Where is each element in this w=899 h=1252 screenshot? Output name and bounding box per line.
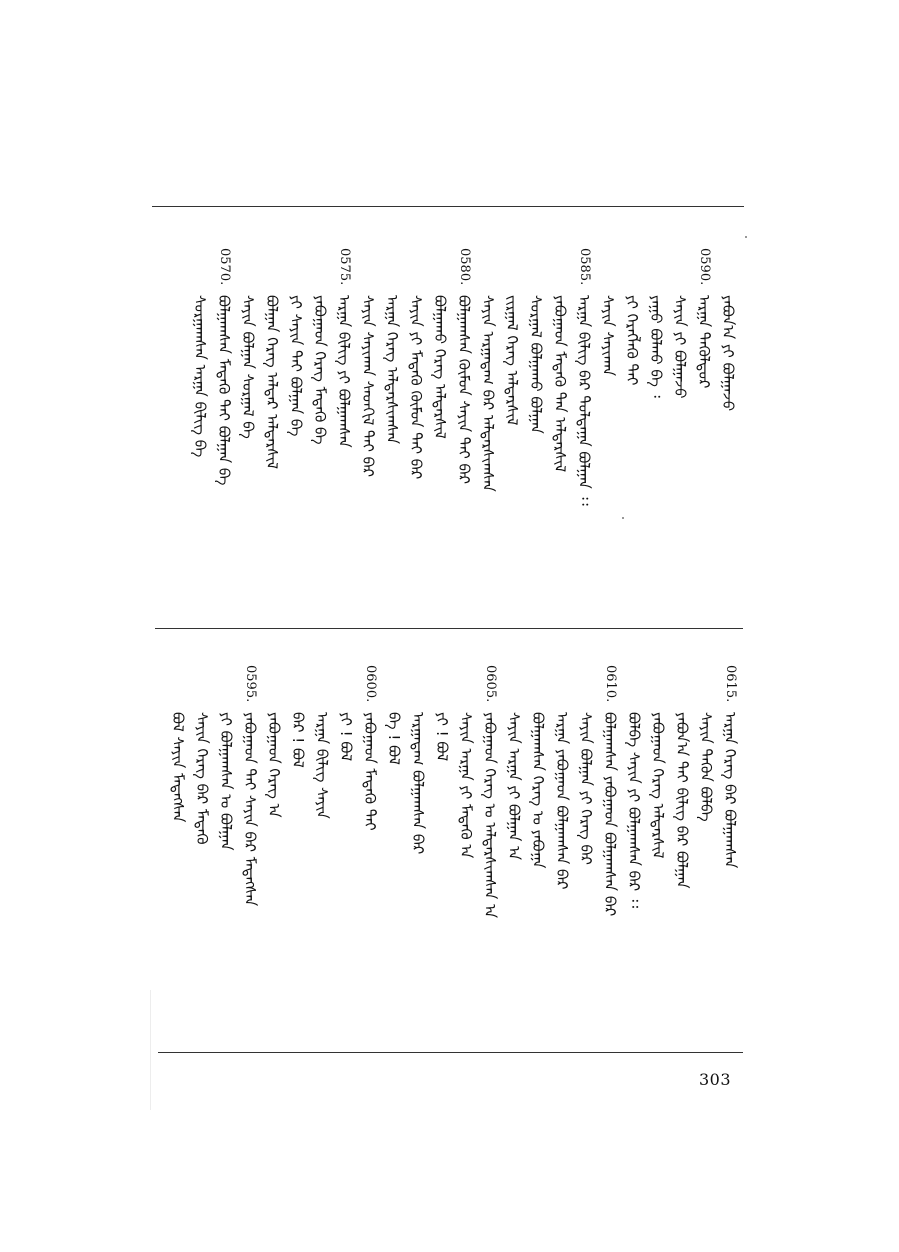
- middle-rule: [155, 628, 743, 629]
- top-entry-column: [214, 248, 234, 486]
- entry-text: ᠠᠷᠭᠠ ᠬᠡᠷᠡᠭ ᠪᠡᠷ ᠪᠣᠯᠭᠠᠭᠰᠠᠨ: [721, 712, 739, 869]
- bottom-entry-column: [336, 665, 356, 761]
- bottom-entry-column: [624, 665, 644, 908]
- top-entry-column: [694, 248, 714, 389]
- entry-text: ᠪᠣᠯᠪᠠ ᠰᠠᠶᠢᠨ ᠶᠢ ᠪᠣᠯᠭᠠᠭᠰᠠᠨ ᠪᠡᠷ ᠄᠄: [625, 712, 643, 909]
- bottom-entry-column: [312, 665, 332, 819]
- entry-text: ᠪᠡ ! ᠪᠣᠯ: [385, 712, 403, 766]
- entry-text: ᠰᠠᠶᠢᠨ ᠰᠠᠶᠢᠬᠠᠨ ᠰᠡᠳᠬᠢᠯ ᠲᠠᠢ ᠪᠡᠷ: [359, 295, 377, 478]
- entry-number: 0595.: [243, 665, 258, 703]
- entry-text: ᠰᠠᠶᠢᠨ ᠠᠷᠭᠠᠳᠠᠭ ᠪᠡᠷ ᠠᠯᠳᠠᠷᠰᠢᠭᠰᠠᠨ: [479, 295, 497, 493]
- entry-text: ᠠᠷᠭᠠ ᠶᠠᠪᠤᠭᠠᠳ ᠪᠣᠯᠭᠠᠭᠰᠠᠨ ᠪᠡᠷ: [553, 712, 571, 890]
- entry-text: ᠠᠷᠭᠠ ᠲᠡᠭᠦᠯᠳᠦᠷ: [695, 295, 713, 389]
- entry-text: ᠰᠠᠶᠢᠨ ᠶᠢ ᠪᠣᠯᠭᠠᠵᠤ: [671, 295, 689, 399]
- top-entry-column: [670, 248, 690, 399]
- entry-text: ᠪᠡᠷ ! ᠪᠣᠯ: [289, 712, 307, 768]
- entry-text: ᠰᠠᠶᠢᠨ ᠰᠠᠶᠢᠬᠠᠨ: [599, 295, 617, 377]
- top-entry-column: [310, 248, 330, 445]
- entry-text: ᠶᠠᠪᠤᠭᠠᠳ ᠬᠡᠷᠡᠭ ᠤ ᠠᠯᠳᠠᠷᠰᠢᠭᠰᠠᠨ ᠠ: [481, 712, 499, 919]
- entry-number: 0580.: [457, 248, 472, 286]
- entry-text: ᠪᠣᠯᠭᠠᠨ ᠬᠡᠷᠡᠭ ᠠᠯᠳᠠᠷ ᠠᠯᠳᠠᠷᠰᠢᠯ: [263, 295, 281, 470]
- entry-text: ᠶᠠᠪᠤᠨ᠎ᠠ ᠶᠢ ᠪᠣᠯᠭᠠᠵᠤ: [719, 295, 737, 412]
- bottom-entry-column: [408, 665, 428, 855]
- top-entry-column: [478, 248, 498, 492]
- entry-text: ᠶᠢ ! ᠪᠣᠯ: [433, 712, 451, 762]
- entry-text: ᠶᠢ ! ᠪᠣᠯ: [337, 712, 355, 762]
- entry-text: ᠰᠤᠷᠭᠠᠭᠰᠠᠨ ᠠᠷᠭᠠ ᠪᠢᠯᠢᠭ ᠪᠡ: [191, 295, 209, 458]
- entry-text: ᠪᠣᠯᠭᠠᠭᠰᠠᠨ ᠬᠦᠮᠦᠨ ᠰᠠᠶᠢᠨ ᠲᠠᠢ ᠪᠡᠷ: [455, 295, 473, 485]
- entry-number: 0575.: [337, 248, 352, 286]
- bottom-entry-column: [456, 665, 476, 859]
- top-entry-column: [550, 248, 570, 472]
- entry-text: ᠠᠷᠭᠠ ᠬᠡᠷᠡᠭ ᠠᠯᠳᠠᠷᠰᠢᠭᠰᠠᠨ: [383, 295, 401, 445]
- top-entry-column: [454, 248, 474, 484]
- top-entry-column: [430, 248, 450, 439]
- bottom-entry-column: [696, 665, 716, 822]
- top-entry-column: [598, 248, 618, 376]
- entry-text: ᠶᠠᠪᠤᠭᠠᠳ ᠬᠡᠷᠡᠭ ᠮᠡᠳᠡᠬᠦ ᠪᠡ: [311, 295, 329, 445]
- bottom-entry-column: [384, 665, 404, 765]
- bottom-entry-column: [648, 665, 668, 859]
- bottom-entry-column: [192, 665, 212, 845]
- entry-text: ᠶᠢ ᠬᠡᠷᠡᠭᠯᠡᠬᠦ ᠲᠠᠢ: [623, 295, 641, 386]
- entry-number: 0605.: [483, 665, 498, 703]
- entry-text: ᠪᠣᠯᠭᠠᠭᠰᠠᠨ ᠬᠡᠷᠡᠭ ᠤ ᠶᠠᠪᠤᠭᠠ: [529, 712, 547, 869]
- entry-number: 0615.: [723, 665, 738, 703]
- entry-text: ᠠᠷᠭᠠᠳᠠᠭ ᠪᠣᠯᠭᠠᠭᠰᠠᠨ ᠪᠡᠷ: [409, 712, 427, 855]
- entry-text: ᠰᠠᠶᠢᠨ ᠶᠢ ᠮᠡᠳᠡᠬᠦ ᠬᠦᠮᠦᠨ ᠲᠠᠢ ᠪᠡᠷ: [407, 295, 425, 480]
- entry-number: 0570.: [217, 248, 232, 286]
- top-entry-column: [382, 248, 402, 444]
- top-entry-column: [718, 248, 738, 411]
- bottom-entry-column: [168, 665, 188, 823]
- top-entry-column: [334, 248, 354, 448]
- bottom-rule: [158, 1052, 743, 1053]
- entry-text: ᠪᠣᠯᠭᠠᠬᠤ ᠬᠡᠷᠡᠭ ᠠᠯᠳᠠᠷᠰᠢᠯ: [431, 295, 449, 440]
- bottom-entry-column: [576, 665, 596, 865]
- bottom-entry-column: [216, 665, 236, 851]
- bottom-entry-column: [432, 665, 452, 761]
- top-entry-column: [358, 248, 378, 477]
- entry-text: ᠪᠣᠯᠭᠠᠭᠰᠠᠨ ᠶᠠᠪᠤᠭᠠᠳ ᠪᠣᠯᠭᠠᠭᠰᠠᠨ ᠪᠡᠷ: [601, 712, 619, 917]
- bottom-entry-column: [480, 665, 500, 918]
- bottom-entry-column: [552, 665, 572, 890]
- entry-text: ᠪᠣᠯᠭᠠᠭᠰᠠᠨ ᠮᠡᠳᠡᠬᠦ ᠲᠠᠢ ᠪᠣᠯᠭᠠᠨ ᠪᠡ: [215, 295, 233, 486]
- top-entry-column: [238, 248, 258, 439]
- entry-number: 0610.: [603, 665, 618, 703]
- entry-text: ᠰᠠᠶᠢᠨ ᠠᠷᠭᠠ ᠶᠢ ᠪᠣᠯᠭᠠᠨ ᠠ: [505, 712, 523, 861]
- entry-number: 0600.: [363, 665, 378, 703]
- bottom-entry-column: [240, 665, 260, 906]
- entry-text: ᠶᠠᠪᠤᠭᠠᠳ ᠮᠡᠳᠡᠬᠦ ᠲᠠᠢ: [361, 712, 379, 831]
- bottom-entry-column: [264, 665, 284, 818]
- bottom-entry-column: [288, 665, 308, 768]
- entry-text: ᠶᠢ ᠰᠠᠶᠢᠨ ᠲᠠᠢ ᠪᠣᠯᠭᠠᠨ ᠪᠡ: [287, 295, 305, 437]
- bottom-entry-column: [720, 665, 740, 868]
- bottom-entry-column: [528, 665, 548, 869]
- entry-text: ᠰᠠᠶᠢᠨ ᠠᠷᠭᠠ ᠶᠢ ᠮᠡᠳᠡᠬᠦ ᠠ: [457, 712, 475, 859]
- entry-text: ᠶᠢ ᠪᠣᠯᠭᠠᠭᠰᠠᠨ ᠤ ᠪᠣᠯᠭᠠᠨ: [217, 712, 235, 851]
- top-entry-column: [574, 248, 594, 506]
- entry-text: ᠶᠠᠪᠤᠭᠠᠳ ᠲᠠᠢ ᠰᠠᠶᠢᠨ ᠪᠡᠷ ᠮᠡᠳᠡᠭᠰᠡᠨ: [241, 712, 259, 907]
- entry-text: ᠠᠷᠭᠠ ᠪᠢᠯᠢᠭ ᠪᠡᠷ ᠳᠤᠯᠳᠠᠭᠠ ᠪᠣᠯᠭᠠᠨ ᠄᠄: [575, 295, 593, 506]
- entry-text: ᠶᠠᠭᠤ ᠪᠣᠯᠬᠤ ᠪᠡ ᠄: [647, 295, 665, 399]
- entry-text: ᠠᠷᠭᠠ ᠪᠢᠯᠢᠭ ᠶᠢ ᠪᠣᠯᠭᠠᠭᠰᠠᠨ: [335, 295, 353, 448]
- bottom-entry-column: [360, 665, 380, 831]
- top-entry-column: [622, 248, 642, 386]
- bottom-entry-column: [672, 665, 692, 889]
- entry-text: ᠶᠠᠪᠤᠭᠠᠳ ᠮᠡᠳᠡᠬᠦ ᠲᠠᠨ ᠠᠯᠳᠠᠷᠰᠢᠯ: [551, 295, 569, 473]
- entry-number: 0585.: [577, 248, 592, 286]
- entry-text: ᠠᠷᠭᠠ ᠪᠢᠯᠢᠭ ᠰᠠᠶᠢᠨ: [313, 712, 331, 820]
- page-number: 303: [699, 1070, 732, 1089]
- top-entry-column: [262, 248, 282, 469]
- top-entry-column: [190, 248, 210, 458]
- top-entry-column: [526, 248, 546, 434]
- scan-edge-mark: [150, 990, 151, 1110]
- entry-text: ᠰᠠᠶᠢᠨ ᠲᠡᠭᠦᠨ ᠪᠣᠯᠪᠠ: [697, 712, 715, 822]
- speck-mark: [745, 236, 747, 238]
- entry-text: ᠶᠠᠪᠤᠭᠠᠳ ᠬᠡᠷᠡᠭ ᠠ: [265, 712, 283, 818]
- entry-text: ᠶᠠᠪᠤᠨ᠎ᠠ ᠲᠠᠢ ᠪᠢᠯᠢᠭ ᠪᠡᠷ ᠪᠣᠯᠭᠠᠨ: [673, 712, 691, 889]
- top-rule: [152, 206, 744, 207]
- bottom-entry-column: [504, 665, 524, 860]
- top-entry-column: [406, 248, 426, 479]
- speck-mark: [622, 517, 624, 519]
- entry-text: ᠰᠤᠷᠭᠠᠯ ᠪᠣᠯᠭᠠᠬᠤ ᠪᠣᠯᠭᠠᠨ: [527, 295, 545, 435]
- entry-text: ᠰᠠᠶᠢᠨ ᠪᠣᠯᠭᠠᠨ ᠰᠤᠷᠭᠠᠯ ᠪᠡ: [239, 295, 257, 439]
- entry-text: ᠶᠠᠪᠤᠭᠠᠳ ᠬᠡᠷᠡᠭ ᠠᠯᠳᠠᠷᠰᠢᠯ: [649, 712, 667, 859]
- bottom-entry-column: [600, 665, 620, 917]
- top-entry-column: [286, 248, 306, 437]
- entry-text: ᠰᠠᠶᠢᠨ ᠪᠣᠯᠭᠠᠨ ᠶᠢ ᠬᠡᠷᠡᠭ ᠪᠡᠷ: [577, 712, 595, 866]
- entry-text: ᠪᠣᠯ ᠰᠠᠶᠢᠨ ᠮᠡᠳᠡᠭᠰᠡᠨ: [169, 712, 187, 823]
- entry-text: ᠵᠢᠷᠭᠠᠯ ᠬᠡᠷᠡᠭ ᠠᠯᠳᠠᠷᠰᠢᠯ: [503, 295, 521, 426]
- entry-text: ᠰᠠᠶᠢᠨ ᠬᠡᠷᠡᠭ ᠪᠡᠷ ᠮᠡᠳᠡᠬᠦ: [193, 712, 211, 845]
- top-entry-column: [502, 248, 522, 426]
- entry-number: 0590.: [697, 248, 712, 286]
- top-entry-column: [646, 248, 666, 398]
